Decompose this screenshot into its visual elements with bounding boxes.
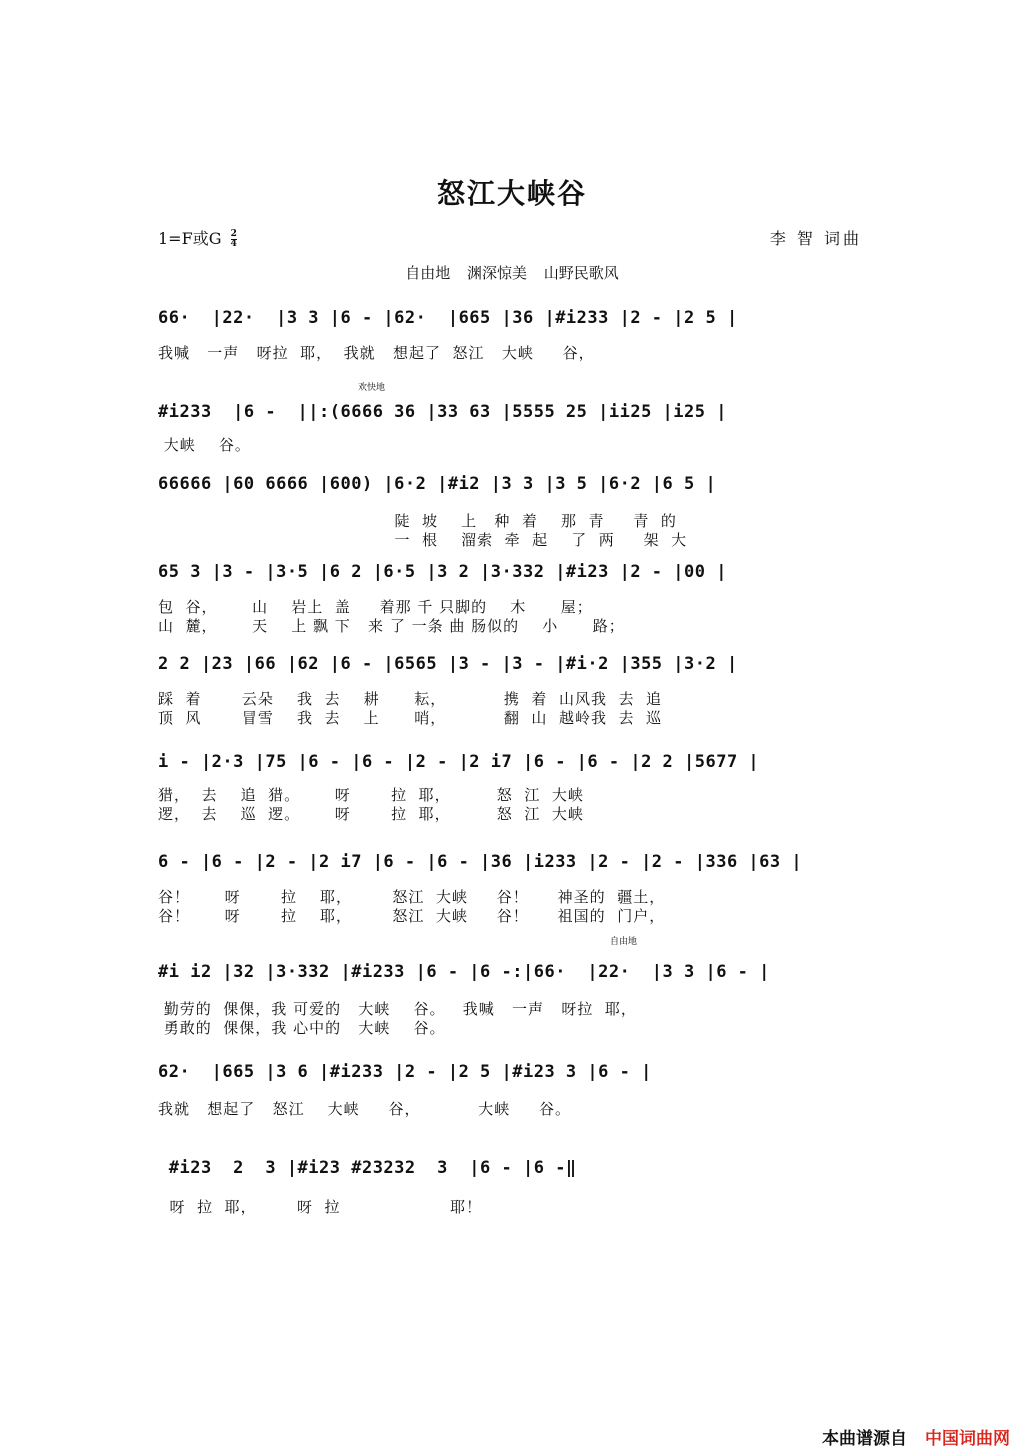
lyric-line: 山 麓， 天 上 飘 下 来 了 一条 曲 肠似的 小 路； <box>158 617 625 635</box>
tempo-marker: 欢快地 <box>358 383 386 393</box>
notation-line: 66666 |60 6666 |600) |6·2 |#i2 |3 3 |3 5 |6·2 |6 5 | <box>158 474 717 494</box>
lyric-line: 我喊 一声 呀拉 耶， 我就 想起了 怒江 大峡 谷， <box>158 344 595 362</box>
score-system-3 <box>158 464 868 550</box>
lyric-line: 顶 风 冒雪 我 去 上 哨， 翻 山 越岭我 去 巡 <box>158 709 663 727</box>
key-signature <box>158 226 237 249</box>
lyric-line: 呀 拉 耶， 呀 拉 耶！ <box>158 1198 483 1216</box>
score-system-1 <box>158 298 868 363</box>
score-system-8 <box>158 937 868 1038</box>
score-system-2 <box>158 383 868 455</box>
lyric-line: 大峡 谷。 <box>158 436 251 454</box>
score-system-9 <box>158 1052 868 1119</box>
notation-line: 6 - |6 - |2 - |2 i7 |6 - |6 - |36 |i233 |2 - |2 - |336 |63 | <box>158 852 803 872</box>
notation-line: 2 2 |23 |66 |62 |6 - |6565 |3 - |3 - |#i·2 |355 |3·2 | <box>158 654 738 674</box>
site-name: 中国词曲网 <box>925 1429 1010 1449</box>
notation-line: 62· |665 |3 6 |#i233 |2 - |2 5 |#i23 3 |6 - | <box>158 1062 652 1082</box>
score-system-4 <box>158 552 868 636</box>
tempo-marker: 自由地 <box>610 937 638 947</box>
lyric-line: 勤劳的 倮倮，我 可爱的 大峡 谷。 我喊 一声 呀拉 耶， <box>158 1000 637 1018</box>
source-label: 本曲谱源自 <box>822 1429 907 1449</box>
notation-line: #i23 2 3 |#i23 #23232 3 |6 - |6 -‖ <box>158 1158 577 1178</box>
source-footer <box>822 1424 1010 1449</box>
lyric-line: 逻， 去 巡 逻。 呀 拉 耶， 怒 江 大峡 <box>158 805 584 823</box>
score-system-10 <box>158 1148 868 1217</box>
lyric-line: 踩 着 云朵 我 去 耕 耘， 携 着 山风我 去 追 <box>158 690 663 708</box>
lyric-line: 猎， 去 追 猎。 呀 拉 耶， 怒 江 大峡 <box>158 786 584 804</box>
score-system-5 <box>158 644 868 728</box>
notation-line: i - |2·3 |75 |6 - |6 - |2 - |2 i7 |6 - |6 - |2 2 |5677 | <box>158 752 760 772</box>
notation-line: #i233 |6 - ||:(6666 36 |33 63 |5555 25 |ii25 |i25 | <box>158 402 727 422</box>
expression-marking: 自由地 渊深惊美 山野民歌风 <box>405 264 619 282</box>
composer-credit: 李 智 词曲 <box>769 229 862 248</box>
score-system-7 <box>158 842 868 926</box>
lyric-line: 谷！ 呀 拉 耶， 怒江 大峡 谷！ 祖国的 门户， <box>158 907 666 925</box>
lyric-line: 一 根 溜索 牵 起 了 两 架 大 <box>158 531 688 549</box>
lyric-line: 陡 坡 上 种 着 那 青 青 的 <box>158 512 677 530</box>
time-signature <box>231 230 237 249</box>
time-sig-numerator: 2 <box>230 229 237 239</box>
time-sig-denominator: 4 <box>230 239 237 249</box>
lyric-line: 勇敢的 倮倮，我 心中的 大峡 谷。 <box>158 1019 446 1037</box>
lyric-line: 谷！ 呀 拉 耶， 怒江 大峡 谷！ 神圣的 疆土， <box>158 888 666 906</box>
song-title: 怒江大峡谷 <box>436 177 587 210</box>
notation-line: #i i2 |32 |3·332 |#i233 |6 - |6 -:|66· |22· |3 3 |6 - | <box>158 962 770 982</box>
lyric-line: 包 谷， 山 岩上 盖 着那 千 只脚的 木 屋； <box>158 598 593 616</box>
notation-line: 65 3 |3 - |3·5 |6 2 |6·5 |3 2 |3·332 |#i23 |2 - |00 | <box>158 562 727 582</box>
key-text: 1=F或G <box>158 229 222 248</box>
lyric-line: 我就 想起了 怒江 大峡 谷， 大峡 谷。 <box>158 1100 572 1118</box>
score-system-6 <box>158 742 868 824</box>
notation-line: 66· |22· |3 3 |6 - |62· |665 |36 |#i233 |2 - |2 5 | <box>158 308 738 328</box>
